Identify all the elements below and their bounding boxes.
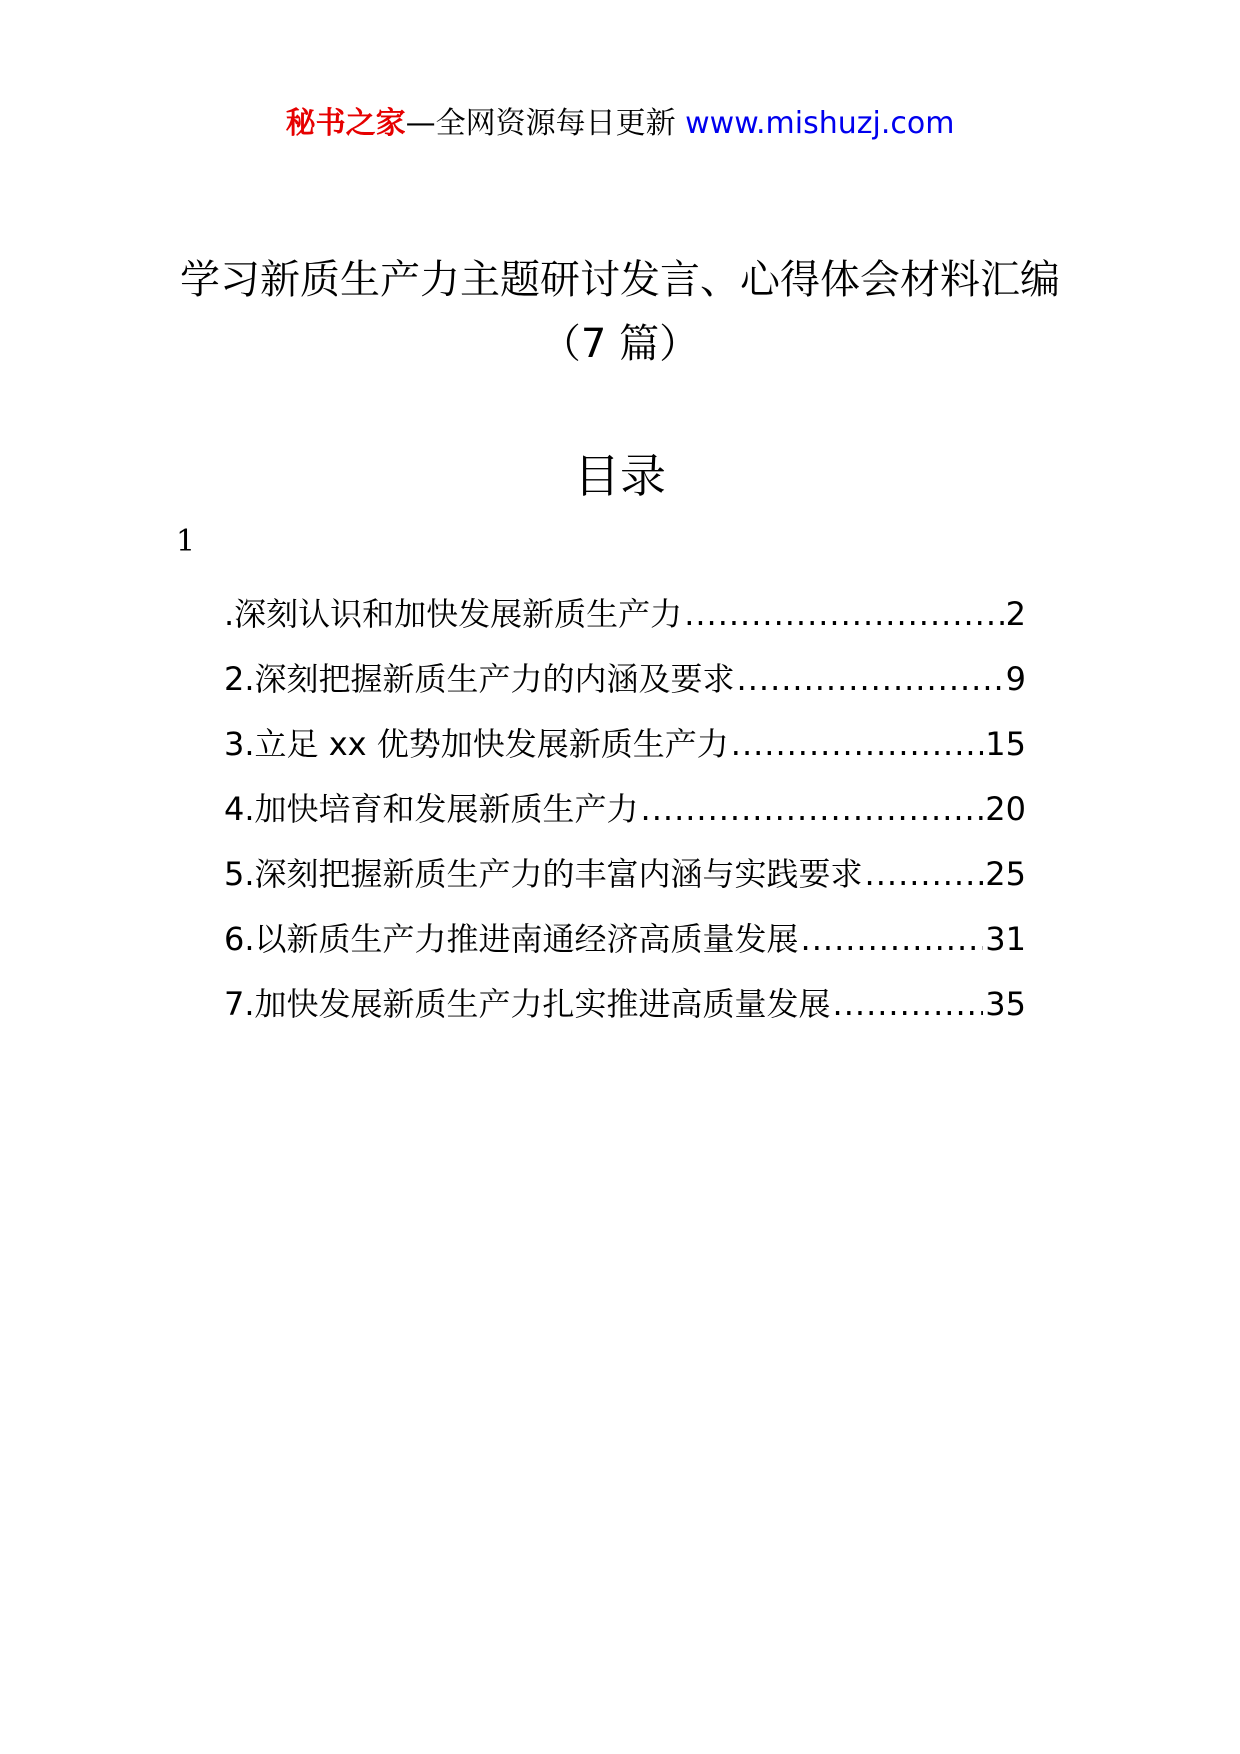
toc-entry-page: 2 — [1005, 595, 1026, 633]
site-slogan: —全网资源每日更新 — [405, 106, 676, 141]
toc-entry-title: .深刻认识和加快发展新质生产力 — [224, 595, 683, 633]
toc-entry[interactable] — [224, 972, 1026, 1037]
toc-entry[interactable] — [224, 907, 1026, 972]
toc-entry-page: 9 — [1005, 660, 1026, 698]
toc-dot-leader — [641, 777, 984, 842]
toc-entry-page: 35 — [985, 985, 1026, 1023]
toc-entry-title: 6.以新质生产力推进南通经济高质量发展 — [224, 920, 799, 958]
toc-entry[interactable] — [224, 777, 1026, 842]
toc-entry[interactable] — [224, 842, 1026, 907]
toc-entry-title: 5.深刻把握新质生产力的丰富内涵与实践要求 — [224, 855, 863, 893]
toc-heading: 目录 — [574, 449, 666, 503]
stray-number: 1 — [176, 524, 196, 559]
toc-entry-page: 20 — [985, 790, 1026, 828]
document-title: 学习新质生产力主题研讨发言、心得体会材料汇编 — [180, 257, 1060, 303]
site-url-link[interactable]: www.mishuzj.com — [685, 106, 955, 141]
toc-entry-title: 4.加快培育和发展新质生产力 — [224, 790, 639, 828]
toc-dot-leader — [801, 907, 984, 972]
toc-entry-title: 7.加快发展新质生产力扎实推进高质量发展 — [224, 985, 831, 1023]
toc-entry-page: 15 — [985, 725, 1026, 763]
toc-entry[interactable] — [224, 582, 1026, 647]
toc-dot-leader — [731, 712, 984, 777]
toc-entry-page: 25 — [985, 855, 1026, 893]
toc-dot-leader — [865, 842, 984, 907]
toc-dot-leader — [833, 972, 984, 1037]
toc-entry-page: 31 — [985, 920, 1026, 958]
toc-dot-leader — [684, 582, 1003, 647]
toc-entry[interactable] — [224, 712, 1026, 777]
site-header — [0, 104, 1240, 144]
toc-entry-title: 3.立足 xx 优势加快发展新质生产力 — [224, 725, 729, 763]
toc-entry-title: 2.深刻把握新质生产力的内涵及要求 — [224, 660, 735, 698]
toc-list — [224, 582, 1026, 1037]
toc-dot-leader — [737, 647, 1004, 712]
brand-name: 秘书之家 — [285, 106, 406, 141]
toc-entry[interactable] — [224, 647, 1026, 712]
document-subtitle: （7 篇） — [540, 321, 700, 367]
